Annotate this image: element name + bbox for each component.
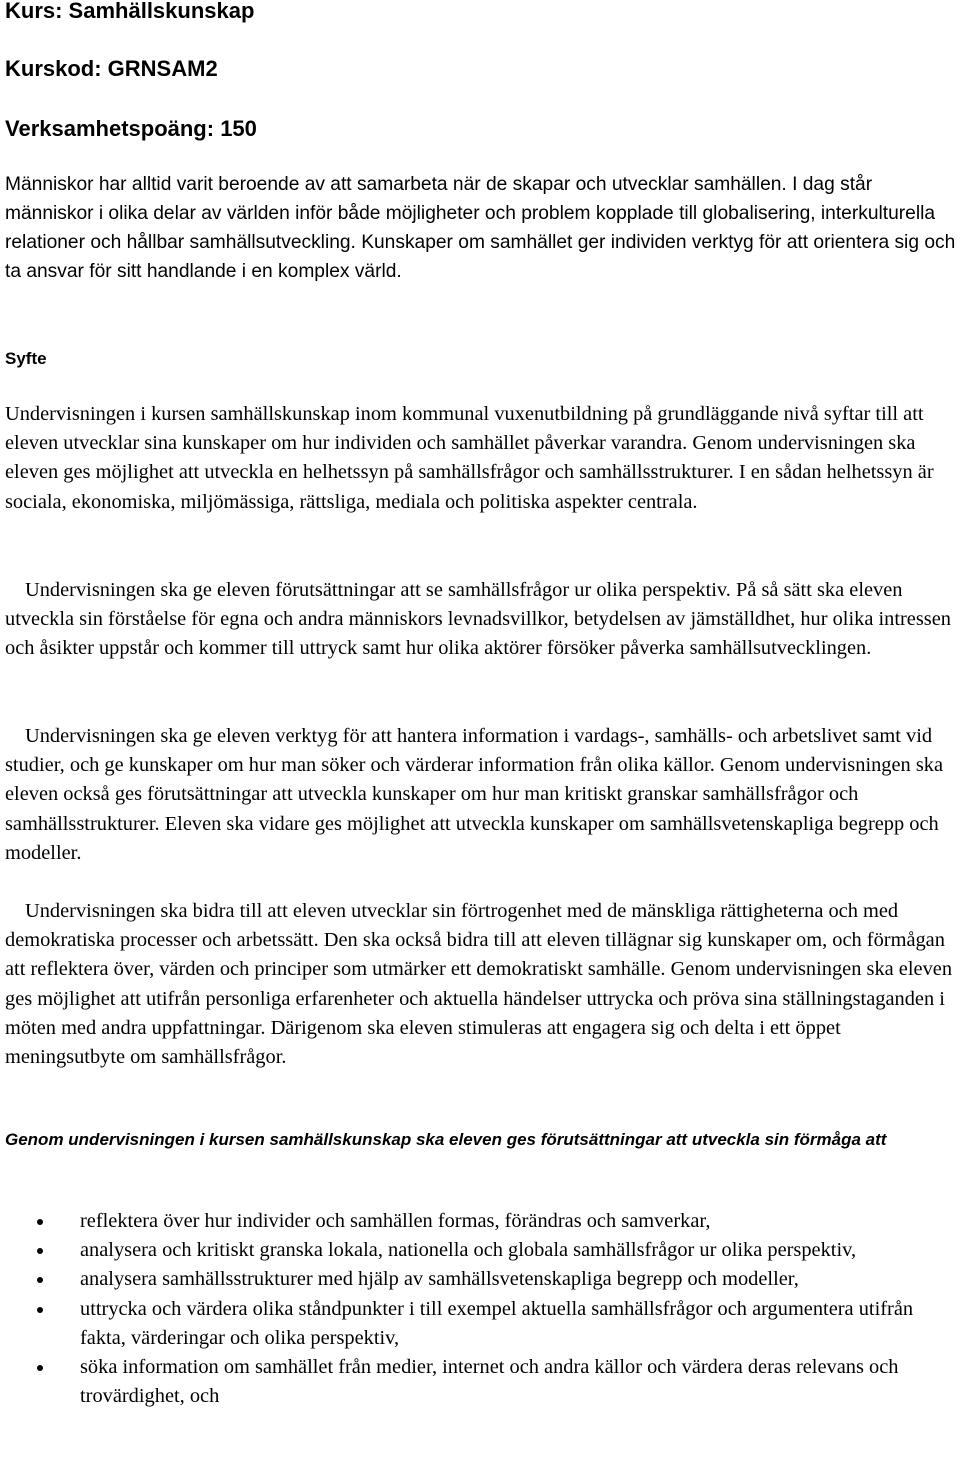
course-code: Kurskod: GRNSAM2 [5, 56, 218, 81]
list-item [5, 1295, 957, 1353]
course-points: Verksamhetspoäng: 150 [5, 116, 257, 141]
syfte-paragraph-3: Undervisningen ska ge eleven verktyg för att hantera information i vardags-, samhälls- och arbetslivet samt vid studier, och ge kunskaper om hur man söker och värderar information från olika källor. Genom undervisningen ska eleven också ges förutsättningar att utveckla kunskaper om hur man kritiskt granskar samhällsfrågor och samhällsstrukturer. Eleven ska vidare ges möjlighet att utveckla kunskaper om samhällsvetenskapliga begrepp och modeller. [5, 725, 944, 864]
bullet-icon [37, 1307, 43, 1313]
bullet-icon [37, 1365, 43, 1371]
syfte-heading: Syfte [5, 349, 47, 368]
intro-paragraph: Människor har alltid varit beroende av att samarbeta när de skapar och utvecklar samhällen. I dag står människor i olika delar av världen inför både möjligheter och problem kopplade till globalisering, interkulturella relationer och hållbar samhällsutveckling. Kunskaper om samhället ger individen verktyg för att orientera sig och ta ansvar för sitt handlande i en komplex värld. [5, 174, 956, 282]
list-item [5, 1207, 957, 1236]
list-item [5, 1353, 957, 1411]
list-item [5, 1265, 957, 1294]
syfte-paragraph-1: Undervisningen i kursen samhällskunskap inom kommunal vuxenutbildning på grundläggande nivå syftar till att eleven utvecklar sina kunskaper om hur individen och samhället påverkar varandra. Genom undervisningen ska eleven ges möjlighet att utveckla en helhetssyn på samhällsfrågor och samhällsstrukturer. I en sådan helhetssyn är sociala, ekonomiska, miljömässiga, rättsliga, mediala och politiska aspekter centrala. [5, 403, 934, 513]
course-title: Kurs: Samhällskunskap [5, 0, 255, 23]
goal-text: uttrycka och värdera olika ståndpunkter i till exempel aktuella samhällsfrågor och argumentera utifrån fakta, värderingar och olika perspektiv, [80, 1297, 914, 1349]
goal-text: söka information om samhället från medier, internet och andra källor och värdera deras relevans och trovärdighet, och [80, 1356, 899, 1408]
list-item [5, 1236, 957, 1265]
syfte-paragraph-4: Undervisningen ska bidra till att eleven utvecklar sin förtrogenhet med de mänskliga rättigheterna och med demokratiska processer och arbetssätt. Den ska också bidra till att eleven tillägnar sig kunskaper om, och förmågan att reflektera över, värden och principer som utmärker ett demokratiskt samhälle. Genom undervisningen ska eleven ges möjlighet att utifrån personliga erfarenheter och aktuella händelser uttrycka och pröva sina ställningstaganden i möten med andra uppfattningar. Därigenom ska eleven stimuleras att engagera sig och delta i ett öppet meningsutbyte om samhällsfrågor. [5, 900, 953, 1069]
syfte-paragraph-2: Undervisningen ska ge eleven förutsättningar att se samhällsfrågor ur olika perspektiv. På så sätt ska eleven utveckla sin förståelse för egna och andra människors levnadsvillkor, betydelsen av jämställdhet, hur olika intressen och åsikter uppstår och kommer till uttryck samt hur olika aktörer försöker påverka samhällsutvecklingen. [5, 579, 951, 660]
goal-text: reflektera över hur individer och samhällen formas, förändras och samverkar, [80, 1210, 711, 1232]
goal-text: analysera och kritiskt granska lokala, nationella och globala samhällsfrågor ur olika perspektiv, [80, 1239, 857, 1262]
bullet-icon [37, 1248, 43, 1254]
goals-heading: Genom undervisningen i kursen samhällskunskap ska eleven ges förutsättningar att utveckla sin förmåga att [5, 1130, 887, 1149]
bullet-icon [37, 1277, 43, 1283]
goals-list [5, 1207, 957, 1411]
bullet-icon [37, 1219, 43, 1225]
goal-text: analysera samhällsstrukturer med hjälp av samhällsvetenskapliga begrepp och modeller, [80, 1268, 799, 1291]
